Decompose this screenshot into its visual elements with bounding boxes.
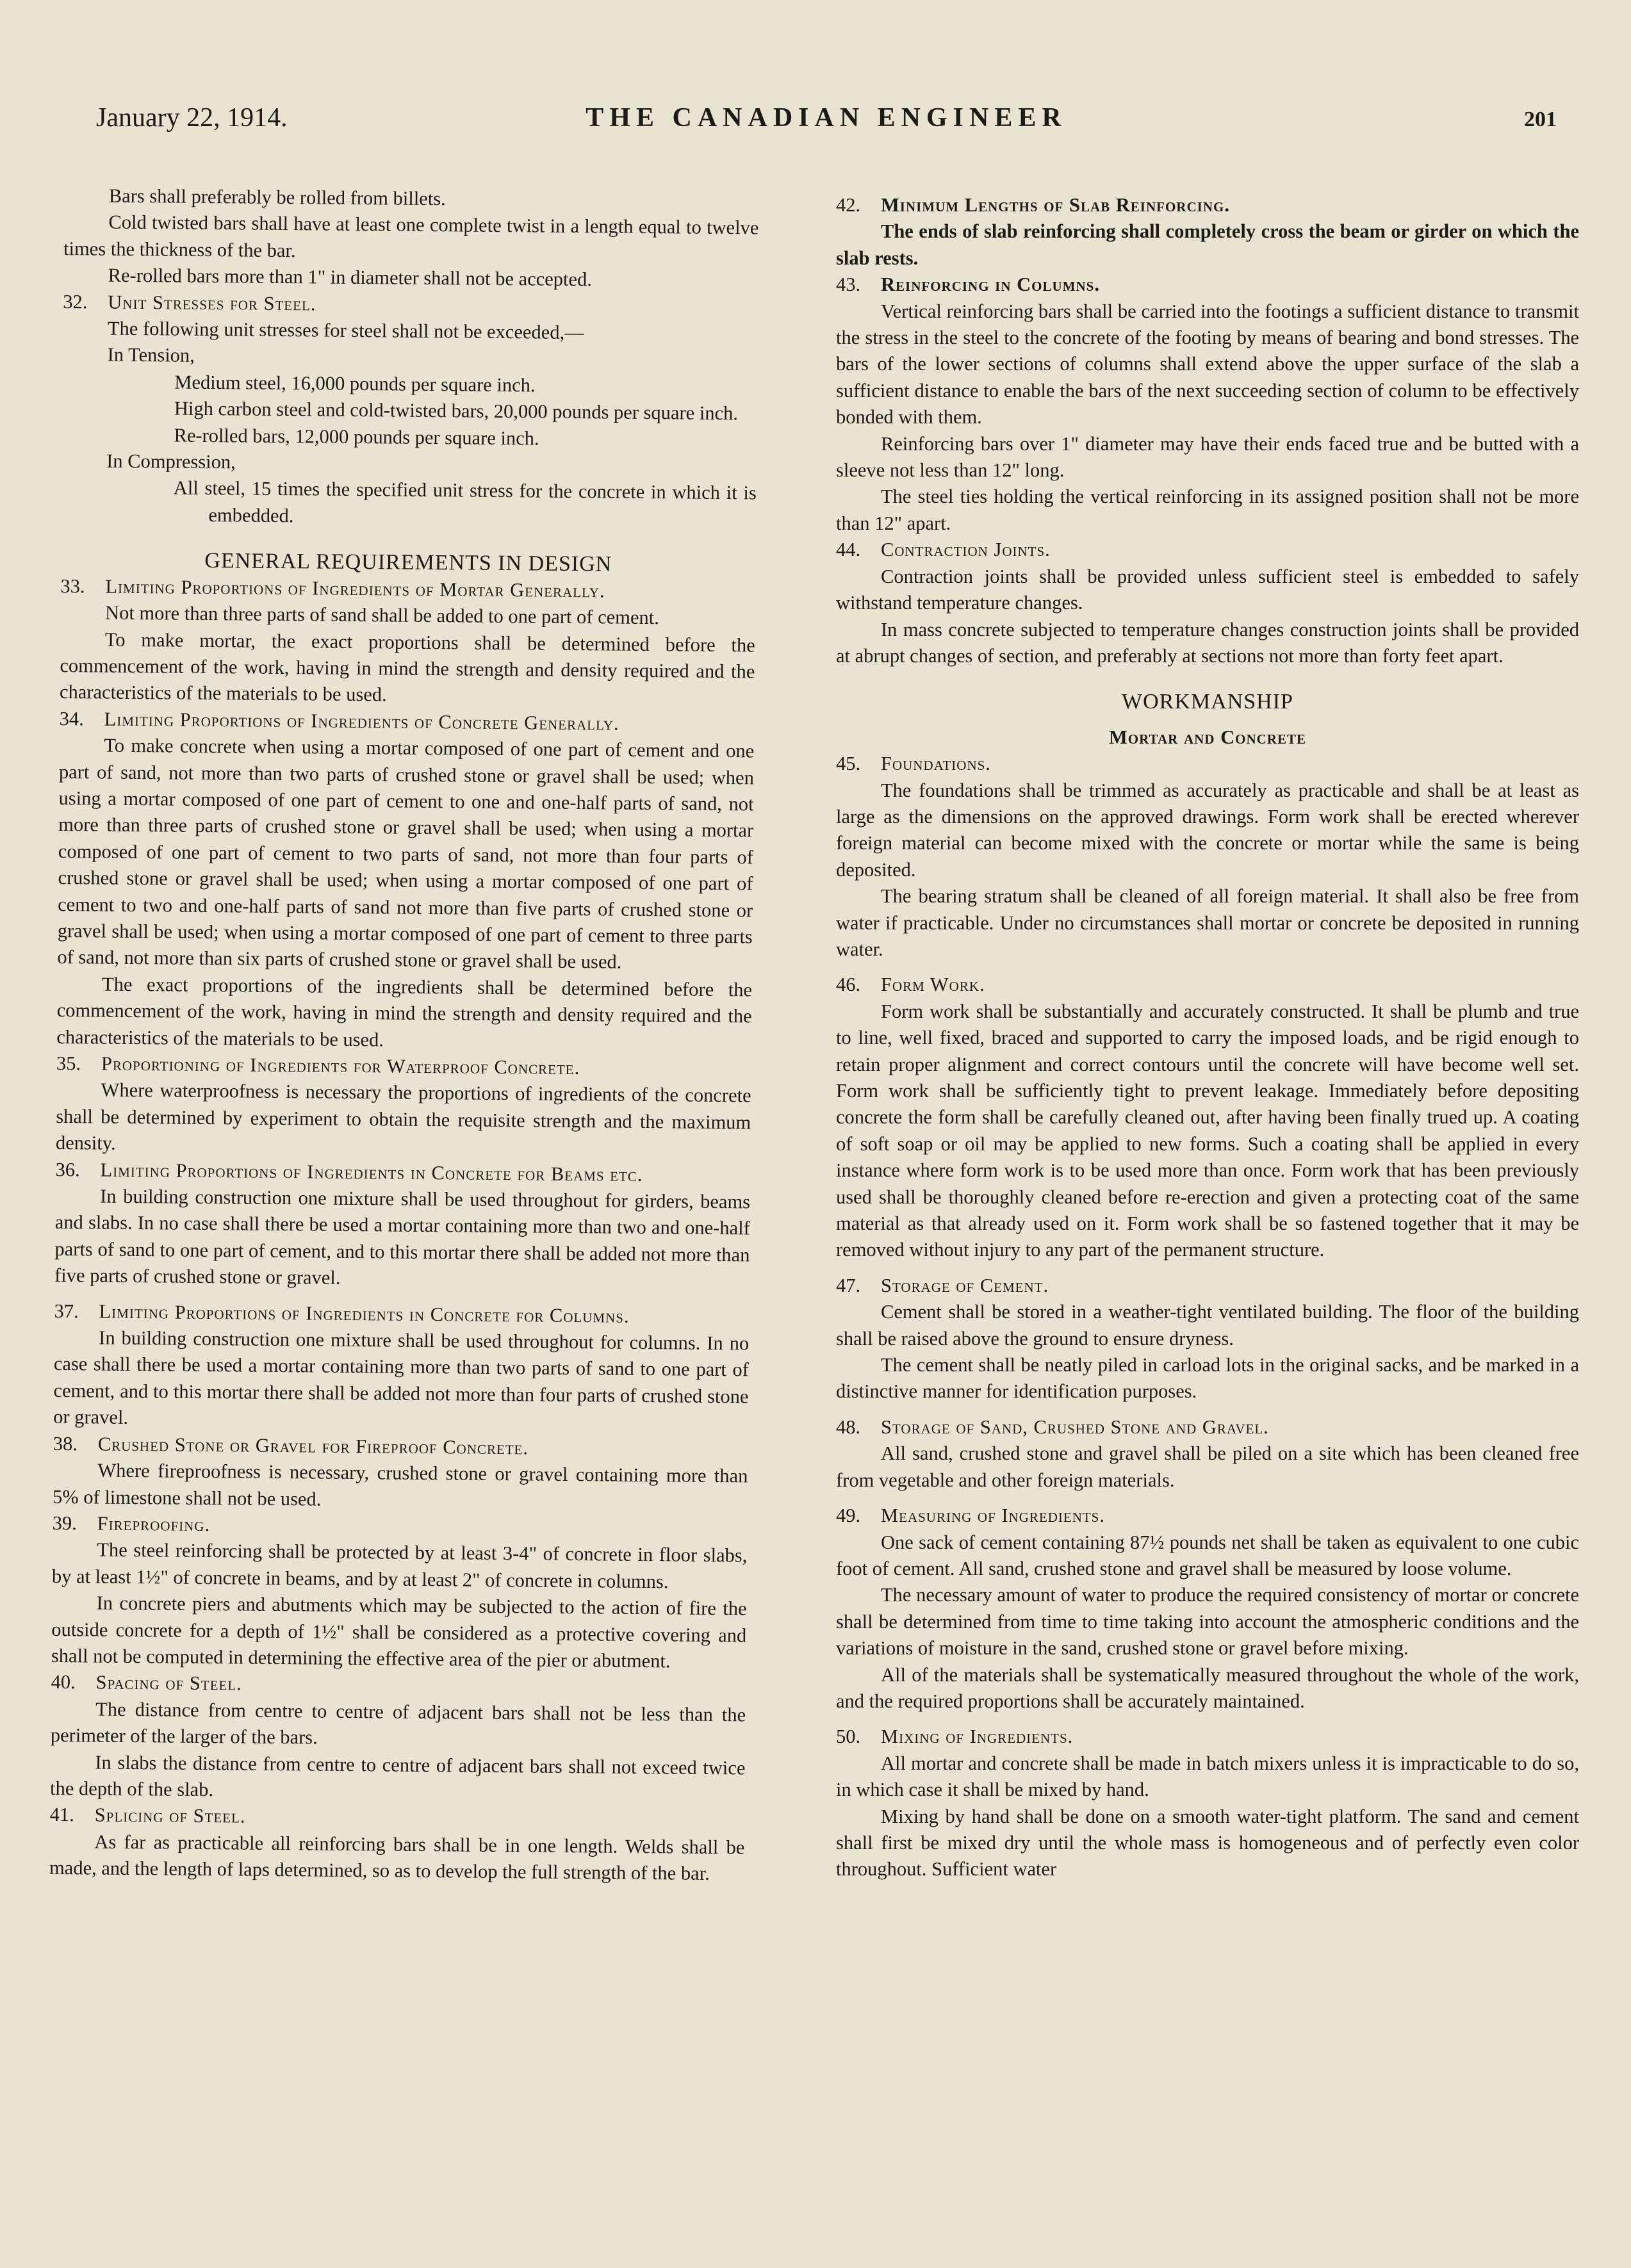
paragraph: All mortar and concrete shall be made in batch mixers unless it is impracticable to do so, in which case it shall be mixed by hand.	[836, 1752, 1579, 1801]
section-title: WORKMANSHIP	[1122, 690, 1293, 714]
section-heading: 46. Form Work.	[836, 974, 985, 996]
paragraph: In Tension,	[107, 344, 195, 367]
paragraph: The exact proportions of the ingredients shall be determined before the commencement of the work, having in mind the strength and density required and the characteristics of the materials to be used.	[56, 973, 753, 1050]
paragraph: In Compression,	[106, 450, 236, 473]
paragraph: The necessary amount of water to produce the required consistency of mortar or concrete shall be determined from time to time taking into account the atmospheric conditions and the variations of moisture in the sand, crushed stone or gravel before mixing.	[836, 1584, 1579, 1660]
section-heading: 34. Limiting Proportions of Ingredients of Concrete Generally.	[59, 707, 619, 735]
section-heading: 43. Reinforcing in Columns.	[836, 273, 1100, 296]
paragraph: Cement shall be stored in a weather-tight ventilated building. The floor of the building shall be raised above the ground to ensure dryness.	[836, 1301, 1579, 1350]
paragraph: All sand, crushed stone and gravel shall be piled on a site which has been cleaned free from vegetable and other foreign materials.	[836, 1442, 1579, 1491]
paragraph: The following unit stresses for steel shall not be exceeded,—	[107, 317, 584, 344]
section-heading: 49. Measuring of Ingredients.	[836, 1505, 1105, 1527]
paragraph: The steel ties holding the vertical reinforcing in its assigned position shall not be more than 12" apart.	[836, 485, 1579, 534]
section-heading: 36. Limiting Proportions of Ingredients in Concrete for Beams etc.	[55, 1158, 643, 1186]
section-heading: 44. Contraction Joints.	[836, 539, 1051, 561]
paragraph: The ends of slab reinforcing shall completely cross the beam or girder on which the slab rests.	[836, 220, 1579, 269]
section-heading: 48. Storage of Sand, Crushed Stone and Gravel.	[836, 1415, 1269, 1438]
running-header	[96, 102, 1557, 147]
paragraph: Not more than three parts of sand shall be added to one part of cement.	[104, 601, 659, 629]
paragraph: In slabs the distance from centre to centre of adjacent bars shall not exceed twice the depth of the slab.	[49, 1751, 746, 1801]
paragraph: Mixing by hand shall be done on a smooth water-tight platform. The sand and cement shall first be mixed dry until the whole mass is homogeneous and of perfectly even color throughout. Sufficient water	[836, 1805, 1579, 1880]
subsection-title: Mortar and Concrete	[1109, 726, 1306, 748]
paragraph: To make concrete when using a mortar composed of one part of cement and one part of sand, not more than two parts of crushed stone or gravel shall be used; when using a mortar composed of one part of cement to one and one-half parts of sand, not more than three parts of crushed stone or gravel shall be used; when using a mortar composed of one part of cement to two parts of sand, not more than four parts of crushed stone or gravel shall be used; when using a mortar composed of one part of cement to two and one-half parts of sand not more than five parts of crushed stone or gravel shall be used; when using a mortar composed of one part of cement to three parts of sand, not more than six parts of crushed stone or gravel shall be used.	[57, 734, 755, 974]
paragraph: Where fireproofness is necessary, crushed stone or gravel containing more than 5% of limestone shall not be used.	[52, 1459, 748, 1510]
paragraph: The distance from centre to centre of adjacent bars shall not be less than the perimeter of the larger of the bars.	[50, 1698, 746, 1749]
section-heading: 38. Crushed Stone or Gravel for Fireproof Concrete.	[53, 1432, 529, 1459]
paragraph: In building construction one mixture shall be used throughout for columns. In no case shall there be used a mortar containing more than two parts of sand to one part of cement, and to this mortar there shall be added not more than four parts of crushed stone or gravel.	[53, 1326, 750, 1429]
section-title: GENERAL REQUIREMENTS IN DESIGN	[204, 549, 612, 576]
paragraph: The foundations shall be trimmed as accurately as practicable and shall be at least as large as the dimensions on the approved drawings. Form work shall be erected wherever foreign material can become mixed with the concrete or mortar while the same is being deposited.	[836, 779, 1579, 881]
issue-date: January 22, 1914.	[96, 103, 288, 133]
paragraph: One sack of cement containing 87½ pounds net shall be taken as equivalent to one cubic foot of cement. All sand, crushed stone and gravel shall be measured by loose volume.	[836, 1531, 1579, 1579]
section-heading: 41. Splicing of Steel.	[49, 1804, 246, 1827]
paragraph: As far as practicable all reinforcing bars shall be in one length. Welds shall be made, and the length of laps determined, so as to develop the full strength of the bar.	[49, 1831, 745, 1885]
paragraph: Cold twisted bars shall have at least one complete twist in a length equal to twelve times the thickness of the bar.	[63, 211, 759, 261]
list-item: All steel, 15 times the specified unit stress for the concrete in which it is embedded.	[173, 477, 757, 527]
paragraph: Reinforcing bars over 1" diameter may have their ends faced true and be butted with a sleeve not less than 12" long.	[836, 432, 1579, 482]
paragraph: The cement shall be neatly piled in carload lots in the original sacks, and be marked in a distinctive manner for identification purposes.	[836, 1354, 1579, 1403]
paragraph: In mass concrete subjected to temperature changes construction joints shall be provided at abrupt changes of section, and preferably at sections not more than forty feet apart.	[836, 618, 1579, 667]
section-heading: 40. Spacing of Steel.	[51, 1671, 242, 1695]
paragraph: Re-rolled bars more than 1" in diameter shall not be accepted.	[108, 264, 593, 291]
paragraph: In building construction one mixture shall be used throughout for girders, beams and slabs. In no case shall there be used a mortar containing more than two and one-half parts of sand to one part of cement, and to this mortar there shall be added not more than five parts of crushed stone or gravel.	[54, 1185, 751, 1289]
paragraph: The bearing stratum shall be cleaned of all foreign material. It shall also be free from water if practicable. Under no circumstances shall mortar or concrete be deposited in running water.	[836, 885, 1579, 960]
paragraph: Vertical reinforcing bars shall be carried into the footings a sufficient distance to transmit the stress in the steel to the concrete of the footing by means of bearing and bond stresses. The bars of the lower sections of columns shall extend above the upper surface of the slab a sufficient distance to enable the bars of the next succeeding section of column to be effectively bonded with them.	[836, 300, 1579, 428]
paragraph: In concrete piers and abutments which may be subjected to the action of fire the outside concrete for a depth of 1½" shall be considered as a protective covering and shall not be computed in determining the effective area of the pier or abutment.	[51, 1592, 747, 1672]
section-heading: 37. Limiting Proportions of Ingredients in Concrete for Columns.	[54, 1300, 630, 1327]
paragraph: Form work shall be substantially and accurately constructed. It shall be plumb and true to line, well fixed, braced and supported to carry the imposed loads, and be rigid enough to retain proper alignment and correct contours until the concrete will have become well set. Form work shall be sufficiently tight to prevent leakage. Immediately before depositing concrete the form shall be carefully cleaned out, after having been finally trued up. A coating of soft soap or oil may be applied to new forms. Such a coating shall be applied in every instance where form work is to be used more than once. Form work that has been previously used shall be thoroughly cleaned before re-erection and given a protecting coat of the same material as that already used on it. Form work shall be so fastened together that it may be removed without injury to any part of the permanent structure.	[836, 1000, 1579, 1261]
section-heading: 45. Foundations.	[836, 753, 991, 775]
list-item: Re-rolled bars, 12,000 pounds per square inch.	[174, 424, 539, 450]
section-heading: 50. Mixing of Ingredients.	[836, 1725, 1074, 1748]
paragraph: To make mortar, the exact proportions shall be determined before the commencement of the work, having in mind the strength and density required and the characteristics of the materials to be used.	[59, 628, 755, 706]
paragraph: Bars shall preferably be rolled from billets.	[108, 184, 446, 210]
journal-title: THE CANADIAN ENGINEER	[586, 103, 1067, 133]
section-heading: 35. Proportioning of Ingredients for Waterproof Concrete.	[56, 1052, 580, 1079]
paragraph: Contraction joints shall be provided unless sufficient steel is embedded to safely withstand temperature changes.	[836, 565, 1579, 614]
section-heading: 32. Unit Stresses for Steel.	[63, 290, 316, 315]
section-heading: 47. Storage of Cement.	[836, 1274, 1049, 1296]
page-number: 201	[1524, 108, 1557, 131]
paragraph: All of the materials shall be systematically measured throughout the whole of the work, and the required proportions shall be accurately maintained.	[836, 1663, 1579, 1712]
paragraph: The steel reinforcing shall be protected by at least 3-4" of concrete in floor slabs, by at least 1½" of concrete in beams, and by at least 2" of concrete in columns.	[51, 1538, 748, 1593]
section-heading: 42. Minimum Lengths of Slab Reinforcing.	[836, 194, 1230, 216]
section-heading: 39. Fireproofing.	[52, 1512, 211, 1535]
list-item: Medium steel, 16,000 pounds per square inch.	[174, 371, 536, 396]
left-column	[49, 183, 759, 1888]
paragraph: Where waterproofness is necessary the proportions of ingredients of the concrete shall be determined by experiment to obtain the requisite strength and the maximum density.	[55, 1079, 751, 1154]
section-heading: 33. Limiting Proportions of Ingredients of Mortar Generally.	[60, 575, 605, 602]
list-item: High carbon steel and cold-twisted bars, 20,000 pounds per square inch.	[174, 397, 739, 425]
right-column	[836, 192, 1579, 1883]
